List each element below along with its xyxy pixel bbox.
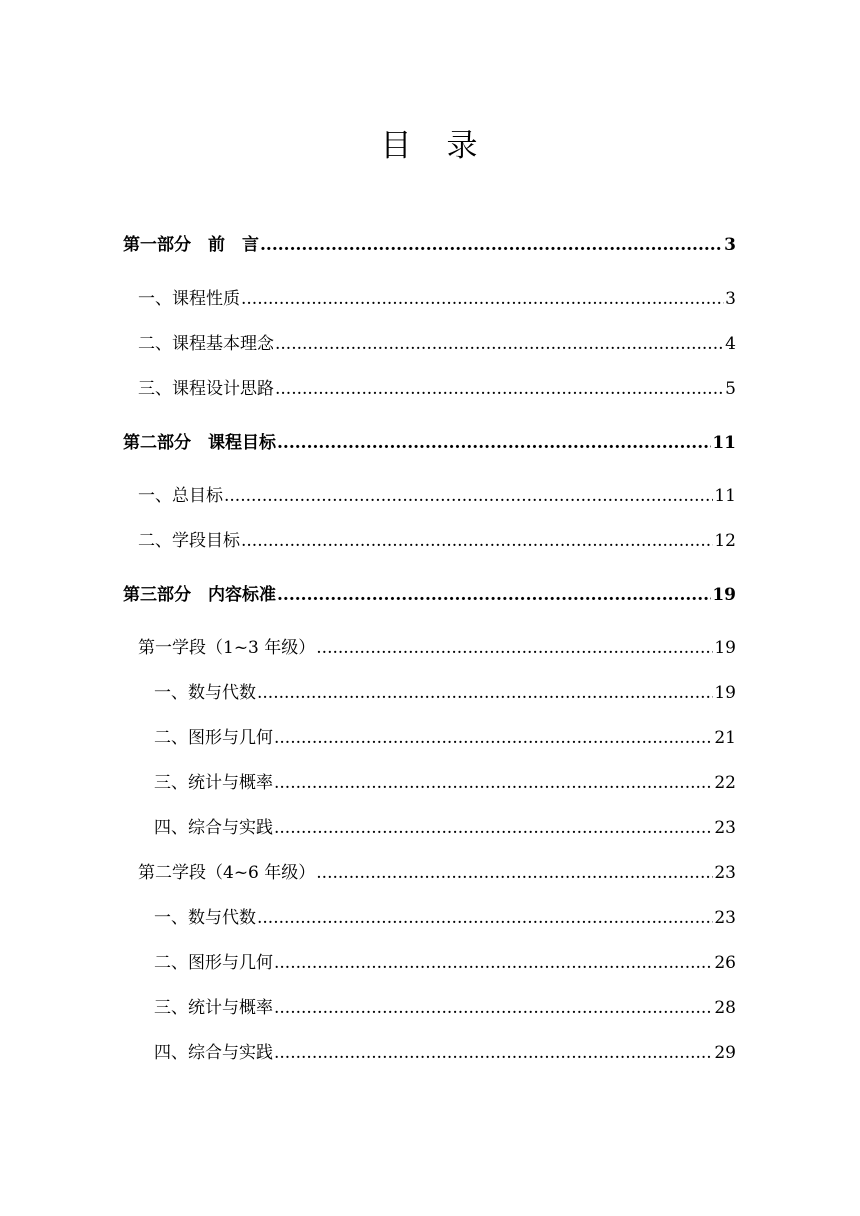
- toc-label: 第三部分 内容标准: [123, 585, 276, 605]
- toc-leader-dots: [274, 726, 713, 750]
- toc-entry-part-2[interactable]: [123, 431, 736, 455]
- toc-label: 一、数与代数: [154, 908, 256, 928]
- toc-label: 一、数与代数: [154, 683, 256, 703]
- toc-label: 四、综合与实践: [154, 1043, 273, 1063]
- toc-page-number: 3: [724, 235, 736, 255]
- toc-label: 第一学段（1~3 年级）: [138, 638, 316, 658]
- toc-page-number: 12: [714, 531, 736, 551]
- toc-leader-dots: [274, 771, 713, 795]
- toc-leader-dots: [257, 681, 713, 705]
- toc-label: 三、统计与概率: [154, 773, 273, 793]
- toc-label: 第一部分 前 言: [123, 235, 259, 255]
- toc-page-number: 19: [714, 683, 736, 703]
- toc-label: 二、图形与几何: [154, 953, 273, 973]
- toc-entry-stage1-statistics[interactable]: [154, 771, 736, 795]
- toc-leader-dots: [275, 377, 724, 401]
- toc-page-number: 4: [725, 334, 736, 354]
- toc-page-number: 5: [725, 379, 736, 399]
- toc-label: 一、课程性质: [138, 289, 240, 309]
- toc-entry-stage1-practice[interactable]: [154, 816, 736, 840]
- toc-page-number: 28: [714, 998, 736, 1018]
- toc-label: 四、综合与实践: [154, 818, 273, 838]
- toc-leader-dots: [257, 906, 713, 930]
- toc-leader-dots: [316, 861, 713, 885]
- toc-entry-course-nature[interactable]: [138, 287, 736, 311]
- toc-leader-dots: [274, 951, 713, 975]
- toc-page-number: 11: [712, 433, 736, 453]
- toc-page-number: 21: [714, 728, 736, 748]
- toc-entry-stage2-numbers-algebra[interactable]: [154, 906, 736, 930]
- toc-leader-dots: [274, 996, 713, 1020]
- toc-leader-dots: [241, 529, 713, 553]
- toc-label: 二、图形与几何: [154, 728, 273, 748]
- toc-label: 二、学段目标: [138, 531, 240, 551]
- toc-label: 三、课程设计思路: [138, 379, 274, 399]
- toc-entry-part-3[interactable]: [123, 583, 736, 607]
- toc-label: 一、总目标: [138, 486, 223, 506]
- toc-page-number: 11: [714, 486, 736, 506]
- toc-page-number: 19: [714, 638, 736, 658]
- toc-entry-stage1-geometry[interactable]: [154, 726, 736, 750]
- toc-leader-dots: [275, 332, 724, 356]
- toc-page-number: 23: [714, 908, 736, 928]
- toc-label: 二、课程基本理念: [138, 334, 274, 354]
- toc-leader-dots: [274, 1041, 713, 1065]
- toc-page-number: 22: [714, 773, 736, 793]
- toc-leader-dots: [274, 816, 713, 840]
- toc-page-number: 3: [725, 289, 736, 309]
- toc-entry-stage-goals[interactable]: [138, 529, 736, 553]
- toc-page-number: 23: [714, 818, 736, 838]
- toc-entry-stage-1[interactable]: [138, 636, 736, 660]
- toc-page-number: 19: [712, 585, 736, 605]
- toc-entry-stage2-geometry[interactable]: [154, 951, 736, 975]
- toc-leader-dots: [224, 484, 713, 508]
- toc-leader-dots: [277, 431, 711, 455]
- toc-label: 第二学段（4~6 年级）: [138, 863, 316, 883]
- toc-entry-general-goals[interactable]: [138, 484, 736, 508]
- toc-entry-stage2-practice[interactable]: [154, 1041, 736, 1065]
- toc-leader-dots: [316, 636, 713, 660]
- toc-entry-part-1[interactable]: [123, 233, 736, 257]
- toc-entry-stage1-numbers-algebra[interactable]: [154, 681, 736, 705]
- page-title: 目 录: [380, 128, 480, 164]
- toc-label: 三、统计与概率: [154, 998, 273, 1018]
- toc-entry-stage-2[interactable]: [138, 861, 736, 885]
- toc-page-number: 29: [714, 1043, 736, 1063]
- toc-leader-dots: [277, 583, 711, 607]
- toc-leader-dots: [241, 287, 724, 311]
- toc-page-number: 26: [714, 953, 736, 973]
- toc-entry-stage2-statistics[interactable]: [154, 996, 736, 1020]
- toc-leader-dots: [260, 233, 723, 257]
- toc-entry-course-philosophy[interactable]: [138, 332, 736, 356]
- toc-entry-course-design[interactable]: [138, 377, 736, 401]
- toc-label: 第二部分 课程目标: [123, 433, 276, 453]
- toc-page-number: 23: [714, 863, 736, 883]
